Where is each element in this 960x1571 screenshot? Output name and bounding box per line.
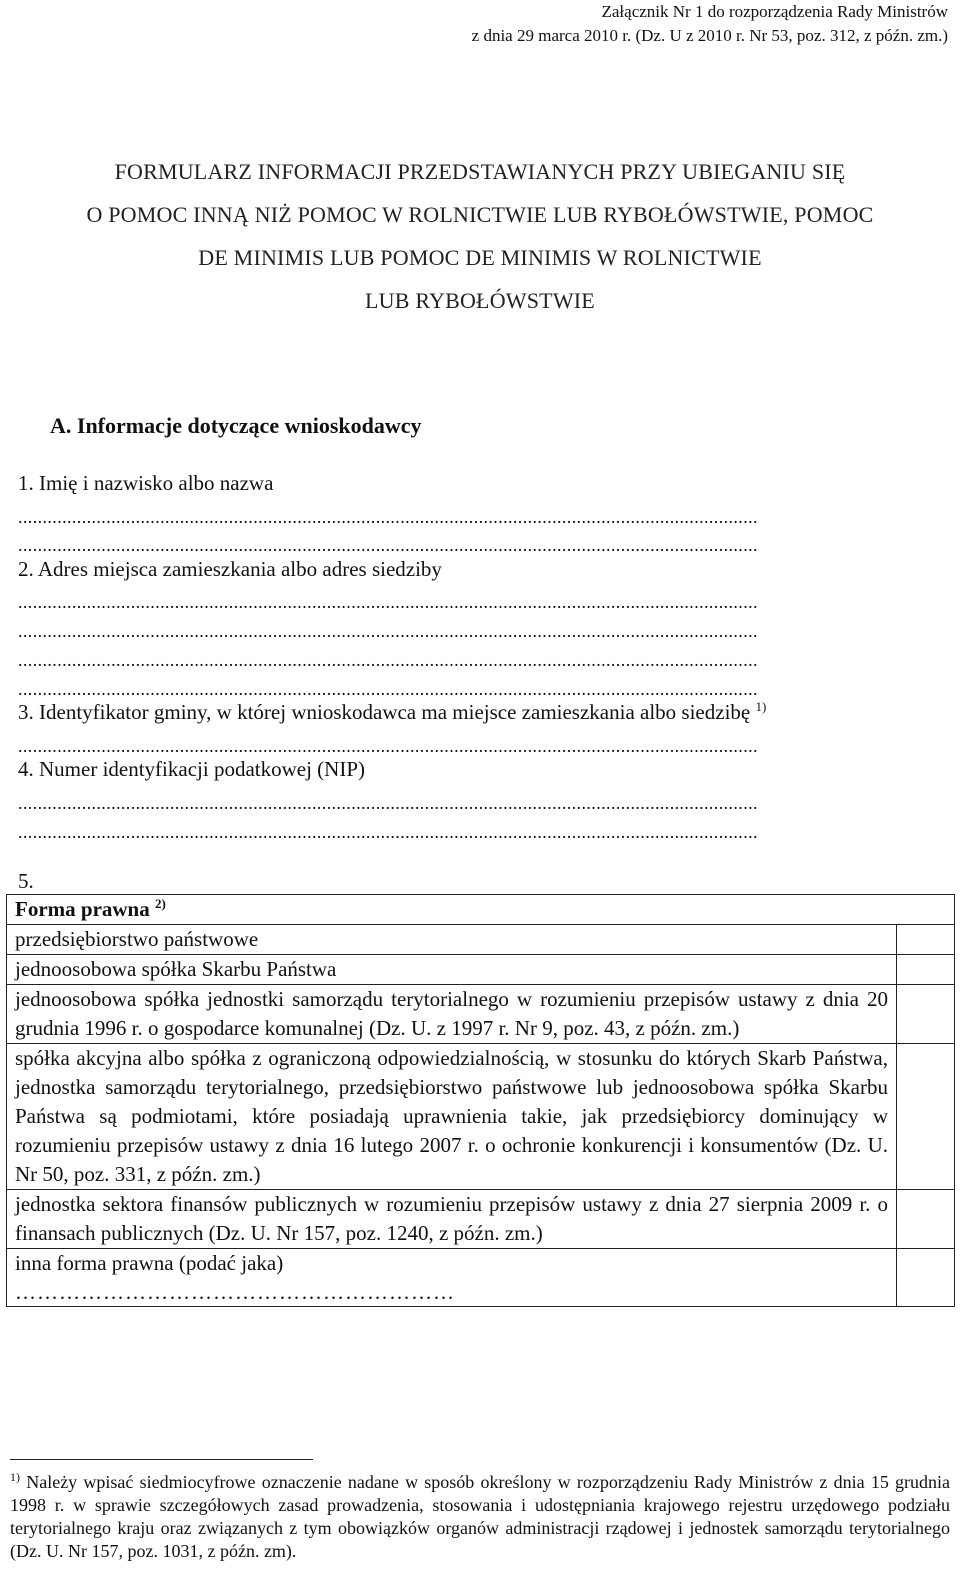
legal-form-checkbox-treasury-company[interactable] [897,955,955,985]
field1-input-line-2[interactable]: ....................................................................................................................................................... [18,535,758,555]
form-title-line1: FORMULARZ INFORMACJI PRZEDSTAWIANYCH PRZY UBIEGANIU SIĘ [114,159,846,184]
legal-form-option-row [7,1044,955,1190]
field2-input-line-3[interactable]: ....................................................................................................................................................... [18,650,758,670]
footnote-1-text: Należy wpisać siedmiocyfrowe oznaczenie nadane w sposób określony w rozporządzeniu Rady Ministrów z dnia 15 grudnia 1998 r. w sprawie szczegółowych zasad prowadzenia, stosowania i udostępniania krajowego rejestru urzędowego podziału terytorialnego kraju oraz związanych z tym obowiązków organów administracji rządowej i jednostek samorządu terytorialnego (Dz. U. Nr 157, poz. 1031, z późn. zm). [10,1472,951,1561]
section-a-heading: A. Informacje dotyczące wnioskodawcy [50,413,422,438]
field2-input-line-4[interactable]: ....................................................................................................................................................... [18,679,758,699]
legal-form-footnote-ref: 2) [155,896,166,911]
legal-form-option-other [7,1249,897,1307]
legal-form-checkbox-municipal-company[interactable] [897,985,955,1044]
legal-form-option-label: jednostka sektora finansów publicznych w rozumieniu przepisów ustawy z dnia 27 sierpnia 2009 r. o finansach publicznych (Dz. U. Nr 157, poz. 1240, z późn. zm.) [7,1190,897,1249]
footnote-1-marker: 1) [10,1470,20,1484]
legal-form-option-label: jednoosobowa spółka Skarbu Państwa [7,955,897,985]
legal-form-option-row [7,955,955,985]
form-title-line2: O POMOC INNĄ NIŻ POMOC W ROLNICTWIE LUB RYBOŁÓWSTWIE, POMOC [86,202,874,227]
legal-form-other-input[interactable]: …………………………………………………… [15,1280,455,1304]
field1-input-line-1[interactable]: ....................................................................................................................................................... [18,507,758,527]
legal-form-table [6,894,955,1307]
field1-label: 1. Imię i nazwisko albo nazwa [18,471,274,495]
field3-label-text: 3. Identyfikator gminy, w której wnioskodawca ma miejsce zamieszkania albo siedzibę [18,700,751,724]
legal-form-checkbox-dominated-company[interactable] [897,1044,955,1190]
field4-input-line-2[interactable]: ....................................................................................................................................................... [18,822,758,842]
field3-input-line[interactable]: ....................................................................................................................................................... [18,736,758,756]
legal-form-header-row [7,895,955,925]
form-title-line4: LUB RYBOŁÓWSTWIE [365,288,595,313]
attachment-note-line1: Załącznik Nr 1 do rozporządzenia Rady Ministrów [601,2,948,21]
field3-label [18,699,948,725]
legal-form-heading [7,895,955,925]
field2-input-line-1[interactable]: ....................................................................................................................................................... [18,592,758,612]
legal-form-option-label: inna forma prawna (podać jaka) [15,1251,284,1275]
field3-footnote-ref: 1) [755,699,767,714]
form-title-line3: DE MINIMIS LUB POMOC DE MINIMIS W ROLNICTWIE [198,245,762,270]
legal-form-checkbox-public-finance-unit[interactable] [897,1190,955,1249]
field4-input-line-1[interactable]: ....................................................................................................................................................... [18,793,758,813]
field5-number: 5. [18,869,34,893]
footnote-separator [10,1459,313,1460]
legal-form-checkbox-other[interactable] [897,1249,955,1307]
footnote-1 [10,1471,950,1563]
legal-form-checkbox-state-enterprise[interactable] [897,925,955,955]
legal-form-option-row [7,1249,955,1307]
attachment-note-line2: z dnia 29 marca 2010 r. (Dz. U z 2010 r. Nr 53, poz. 312, z późn. zm.) [471,26,948,45]
field4-label: 4. Numer identyfikacji podatkowej (NIP) [18,757,365,781]
legal-form-option-label: jednoosobowa spółka jednostki samorządu terytorialnego w rozumieniu przepisów ustawy z dnia 20 grudnia 1996 r. o gospodarce komunalnej (Dz. U. z 1997 r. Nr 9, poz. 43, z późn. zm.) [7,985,897,1044]
legal-form-option-row [7,1190,955,1249]
legal-form-option-label: spółka akcyjna albo spółka z ograniczoną odpowiedzialnością, w stosunku do których Skarb Państwa, jednostka samorządu terytorialnego, przedsiębiorstwo państwowe lub jednoosobowa spółka Skarbu Państwa są podmiotami, które posiadają uprawnienia takie, jak przedsiębiorcy dominujący w rozumieniu przepisów ustawy z dnia 16 lutego 2007 r. o ochronie konkurencji i konsumentów (Dz. U. Nr 50, poz. 331, z późn. zm.) [7,1044,897,1190]
field2-input-line-2[interactable]: ....................................................................................................................................................... [18,621,758,641]
legal-form-option-label: przedsiębiorstwo państwowe [7,925,897,955]
attachment-note [472,0,948,48]
form-title [0,150,960,322]
legal-form-option-row [7,985,955,1044]
field2-label: 2. Adres miejsca zamieszkania albo adres siedziby [18,557,442,581]
legal-form-option-row [7,925,955,955]
legal-form-heading-text: Forma prawna [15,897,150,921]
